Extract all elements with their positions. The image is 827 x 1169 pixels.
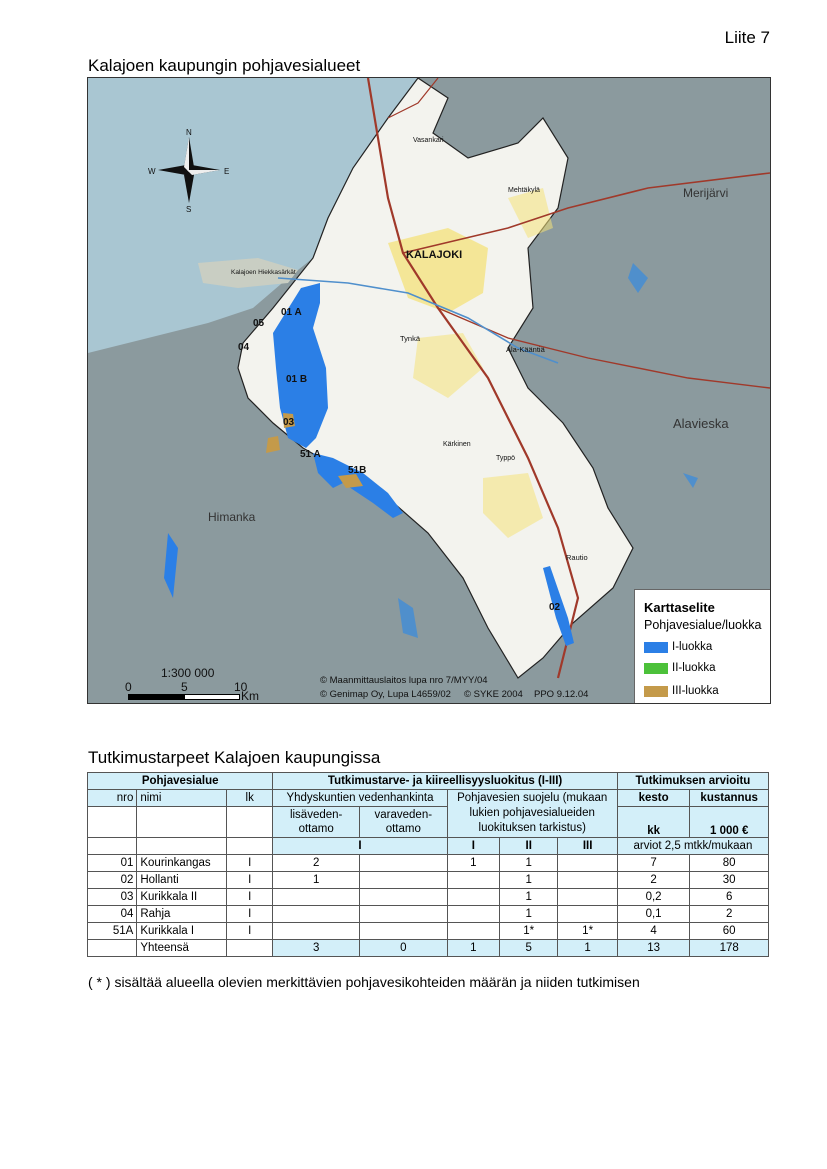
header-prot-ii: II	[499, 838, 557, 855]
legend-subtitle: Pohjavesialue/luokka	[644, 618, 762, 632]
place-label: Merijärvi	[683, 186, 729, 200]
cell-reserve	[359, 855, 447, 872]
cell-additional	[273, 906, 360, 923]
place-label: Kärkinen	[443, 441, 471, 448]
cell-prot-iii	[558, 889, 617, 906]
cell-nro: 03	[88, 889, 137, 906]
place-label: Kalajoen Hiekkasärkät	[231, 269, 296, 276]
cell-prot-ii: 1	[499, 872, 557, 889]
table-header-row	[88, 807, 769, 838]
header-class: lk	[227, 790, 273, 807]
cell-name: Kurikkala I	[137, 923, 227, 940]
legend-label: III-luokka	[672, 685, 719, 697]
lake-4	[683, 473, 698, 488]
header-prot-iii: III	[558, 838, 617, 855]
legend-title: Karttaselite	[644, 600, 715, 615]
header-nro: nro	[88, 790, 137, 807]
place-label: Himanka	[208, 510, 256, 524]
cell-nro: 04	[88, 906, 137, 923]
legend-swatch	[644, 686, 668, 697]
scale-tick: 0	[125, 680, 132, 694]
cell-additional	[273, 889, 360, 906]
cell-additional: 1	[273, 872, 360, 889]
header-reserve: varaveden-ottamo	[359, 807, 447, 838]
total-reserve: 0	[359, 940, 447, 957]
cell-prot-ii: 1	[499, 906, 557, 923]
cell-name: Kourinkangas	[137, 855, 227, 872]
header-basis: arviot 2,5 mtkk/mukaan	[617, 838, 768, 855]
appendix-label: Liite 7	[724, 28, 770, 47]
header-name: nimi	[137, 790, 227, 807]
header-protection: Pohjavesien suojelu (mukaan lukien pohjavesialueiden luokituksen tarkistus)	[447, 790, 617, 838]
total-cost: 178	[690, 940, 769, 957]
cell-nro: 51A	[88, 923, 137, 940]
header-research: Tutkimustarve- ja kiireellisyysluokitus (I-III)	[273, 773, 617, 790]
cell-prot-i	[447, 872, 499, 889]
lake-3	[628, 263, 648, 293]
cell-prot-i: 1	[447, 855, 499, 872]
cell-prot-ii: 1	[499, 889, 557, 906]
lake-2	[398, 598, 418, 638]
map-credit: © Genimap Oy, Lupa L4659/02	[320, 689, 451, 700]
legend-item	[644, 685, 719, 699]
legend-label: I-luokka	[672, 641, 713, 653]
cell-class: I	[227, 872, 273, 889]
table-row	[88, 906, 769, 923]
cell-duration: 0,2	[617, 889, 690, 906]
cell-nro: 02	[88, 872, 137, 889]
place-label: Vasankari	[413, 137, 444, 144]
cell-name: Kurikkala II	[137, 889, 227, 906]
map-credit: PPO 9.12.04	[534, 689, 589, 700]
area-label: 01 B	[286, 374, 308, 385]
groundwater-03b	[266, 436, 280, 453]
cell-reserve	[359, 923, 447, 940]
header-duration: kesto	[617, 790, 690, 807]
cell-additional	[273, 923, 360, 940]
legend-item	[644, 641, 712, 655]
cell-cost: 6	[690, 889, 769, 906]
cell-nro: 01	[88, 855, 137, 872]
map-credit: © SYKE 2004	[464, 689, 523, 700]
footnote: ( * ) sisältää alueella olevien merkittävien pohjavesikohteiden määrän ja niiden tutkimisen	[88, 974, 640, 990]
compass-west: W	[148, 167, 156, 176]
cell-reserve	[359, 889, 447, 906]
cell-class: I	[227, 889, 273, 906]
cell-class: I	[227, 855, 273, 872]
header-supply-priority: I	[273, 838, 447, 855]
cell-duration: 0,1	[617, 906, 690, 923]
legend-swatch	[644, 663, 668, 674]
total-prot-ii: 5	[499, 940, 557, 957]
scale-tick: 10	[234, 680, 248, 694]
compass-north: N	[186, 128, 192, 137]
cell-duration: 2	[617, 872, 690, 889]
place-label: Alavieska	[673, 416, 729, 431]
scale-bar	[128, 694, 240, 700]
place-label: Ala-Kääntiä	[506, 345, 545, 354]
area-label: 51 A	[300, 449, 321, 460]
total-additional: 3	[273, 940, 360, 957]
place-label: Mehtäkylä	[508, 187, 540, 194]
header-cost: kustannus	[690, 790, 769, 807]
cell-prot-iii	[558, 872, 617, 889]
lake-1	[164, 533, 178, 598]
map-legend	[634, 589, 770, 703]
area-label: 02	[549, 602, 561, 613]
area-label: 04	[238, 342, 250, 353]
header-supply: Yhdyskuntien vedenhankinta	[273, 790, 447, 807]
research-needs-table	[87, 772, 769, 957]
cell-class: I	[227, 923, 273, 940]
cell-cost: 2	[690, 906, 769, 923]
table-title: Tutkimustarpeet Kalajoen kaupungissa	[88, 748, 381, 767]
compass-south: S	[186, 205, 192, 214]
table-row	[88, 855, 769, 872]
cell-prot-ii: 1*	[499, 923, 557, 940]
map-title: Kalajoen kaupungin pohjavesialueet	[88, 56, 361, 75]
cell-additional: 2	[273, 855, 360, 872]
cell-prot-i	[447, 889, 499, 906]
cell-prot-iii: 1*	[558, 923, 617, 940]
total-label: Yhteensä	[137, 940, 227, 957]
area-label: 05	[253, 318, 265, 329]
legend-swatch	[644, 642, 668, 653]
cell-duration: 4	[617, 923, 690, 940]
area-label: 01 A	[281, 307, 302, 318]
scale-tick: 5	[181, 680, 188, 694]
cell-prot-iii	[558, 906, 617, 923]
table-header-row	[88, 790, 769, 807]
header-additional: lisäveden-ottamo	[273, 807, 360, 838]
cell-duration: 7	[617, 855, 690, 872]
area-label: 03	[283, 417, 295, 428]
header-prot-i: I	[447, 838, 499, 855]
table-row	[88, 889, 769, 906]
cell-reserve	[359, 906, 447, 923]
place-label: Typpö	[496, 455, 516, 462]
cell-prot-i	[447, 923, 499, 940]
scale-ratio: 1:300 000	[161, 666, 215, 680]
header-duration-unit: kk	[617, 807, 690, 838]
scale-unit: Km	[241, 689, 259, 703]
legend-item	[644, 662, 715, 676]
compass-east: E	[224, 167, 230, 176]
header-area: Pohjavesialue	[88, 773, 273, 790]
header-estimate: Tutkimuksen arvioitu	[617, 773, 768, 790]
table-header-row	[88, 838, 769, 855]
total-prot-i: 1	[447, 940, 499, 957]
total-duration: 13	[617, 940, 690, 957]
area-label: 51B	[348, 465, 367, 476]
cell-prot-ii: 1	[499, 855, 557, 872]
cell-name: Hollanti	[137, 872, 227, 889]
place-label: KALAJOKI	[406, 249, 463, 261]
total-prot-iii: 1	[558, 940, 617, 957]
cell-cost: 60	[690, 923, 769, 940]
table-header-row	[88, 773, 769, 790]
cell-cost: 80	[690, 855, 769, 872]
cell-prot-i	[447, 906, 499, 923]
cell-cost: 30	[690, 872, 769, 889]
cell-reserve	[359, 872, 447, 889]
table-row	[88, 872, 769, 889]
cell-class: I	[227, 906, 273, 923]
cell-prot-iii	[558, 855, 617, 872]
compass-rose-icon	[156, 135, 222, 205]
place-label: Rautio	[566, 553, 588, 562]
cell-name: Rahja	[137, 906, 227, 923]
header-cost-unit: 1 000 €	[690, 807, 769, 838]
map-credit: © Maanmittauslaitos lupa nro 7/MYY/04	[320, 675, 488, 686]
table-total-row	[88, 940, 769, 957]
legend-label: II-luokka	[672, 662, 716, 674]
table-row	[88, 923, 769, 940]
place-label: Tynkä	[400, 334, 421, 343]
